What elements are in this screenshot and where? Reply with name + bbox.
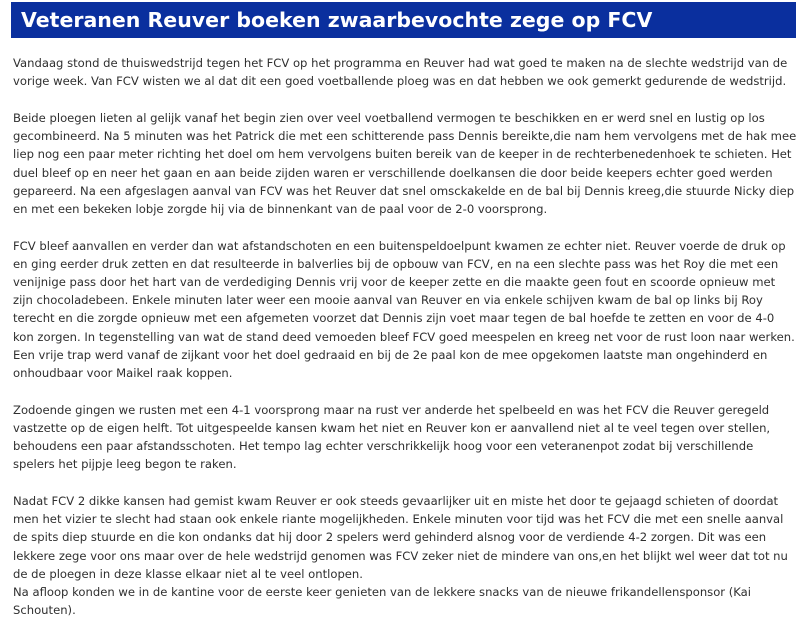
article-paragraph-4: Zodoende gingen we rusten met een 4-1 voorsprong maar na rust ver anderde het spelbeeld en was het FCV die Reuver geregeld vastzette op de eigen helft. Tot uitgespeelde kansen kwam het niet en Reuver kon er aanvallend niet al te veel tegen over stellen, behoudens een paar afstandsschoten. Het tempo lag echter verschrikkelijk hoog voor een veteranenpot zodat bij verschillende spelers het pijpje leeg begon te raken. — [13, 402, 771, 472]
article-title: Veteranen Reuver boeken zwaarbevochte zege op FCV — [21, 8, 653, 32]
article-paragraph-3: FCV bleef aanvallen en verder dan wat afstandschoten en een buitenspeldoelpunt kwamen ze echter niet. Reuver voerde de druk op en ging eerder druk zetten en dat resulteerde in balverlies bij de opbouw van FCV, en na een slechte pass was het Roy die met een venijnige pass door het hart van de verdediging Dennis vrij voor de keeper zette en die maakte geen fout en scoorde opnieuw met zijn chocoladebeen. Enkele minuten later weer een mooie aanval van Reuver en via enkele schijven kwam de bal op links bij Roy terecht en die zorgde opnieuw met een afgemeten voorzet dat Dennis zijn voet maar tegen de bal hoefde te zetten en voor de 4-0 kon zorgen. In tegenstelling van wat de stand deed vemoeden bleef FCV goed meespelen en kreeg net voor de rust loon naar werken. Een vrije trap werd vanaf de zijkant voor het doel gedraaid en bij de 2e paal kon de mee opgekomen laatste man ongehinderd en onhoudbaar voor Maikel raak koppen. — [13, 238, 795, 381]
article-title-bar — [11, 2, 796, 38]
article-paragraph-6: Na afloop konden we in de kantine voor de eerste keer genieten van de lekkere snacks van de nieuwe frikandellensponsor (Kai Schouten). — [13, 585, 751, 618]
article-paragraph-2: Beide ploegen lieten al gelijk vanaf het begin zien over veel voetballend vermogen te beschikken en er werd snel en lustig op los gecombineerd. Na 5 minuten was het Patrick die met een schitterende pass Dennis bereikte,die nam hem vervolgens met de hak mee liep nog een paar meter richting het doel om hem vervolgens buiten bereik van de keeper in de rechterbenedenhoek te schieten. Het duel bleef op en neer het gaan en aan beide zijden waren er verschillende doelkansen die door beide keepers echter goed werden gepareerd. Na een afgeslagen aanval van FCV was het Reuver dat snel omsckakelde en de bal bij Dennis kreeg,die stuurde Nicky diep en met een bekeken lobje zorgde hij via de binnenkant van de paal voor de 2-0 voorsprong. — [13, 110, 797, 216]
article-paragraph-1: Vandaag stond de thuiswedstrijd tegen het FCV op het programma en Reuver had wat goed te maken na de slechte wedstrijd van de vorige week. Van FCV wisten we al dat dit een goed voetballende ploeg was en dat hebben we ook gemerkt gedurende de wedstrijd. — [13, 56, 788, 89]
article-paragraph-5: Nadat FCV 2 dikke kansen had gemist kwam Reuver er ook steeds gevaarlijker uit en miste het door te gejaagd schieten of doordat men het vizier te slecht had staan ook enkele riante mogelijkheden. Enkele minuten voor tijd was het FCV die met een snelle aanval de spits diep stuurde en die kon ondanks dat hij door 2 spelers werd gehinderd alsnog voor de verdiende 4-2 zorgen. Dit was een lekkere zege voor ons maar over de hele wedstrijd genomen was FCV zeker niet de mindere van ons,en het blijkt wel weer dat tot nu de de ploegen in deze klasse elkaar niet al te veel ontlopen. — [13, 494, 788, 581]
article-body — [13, 54, 797, 619]
